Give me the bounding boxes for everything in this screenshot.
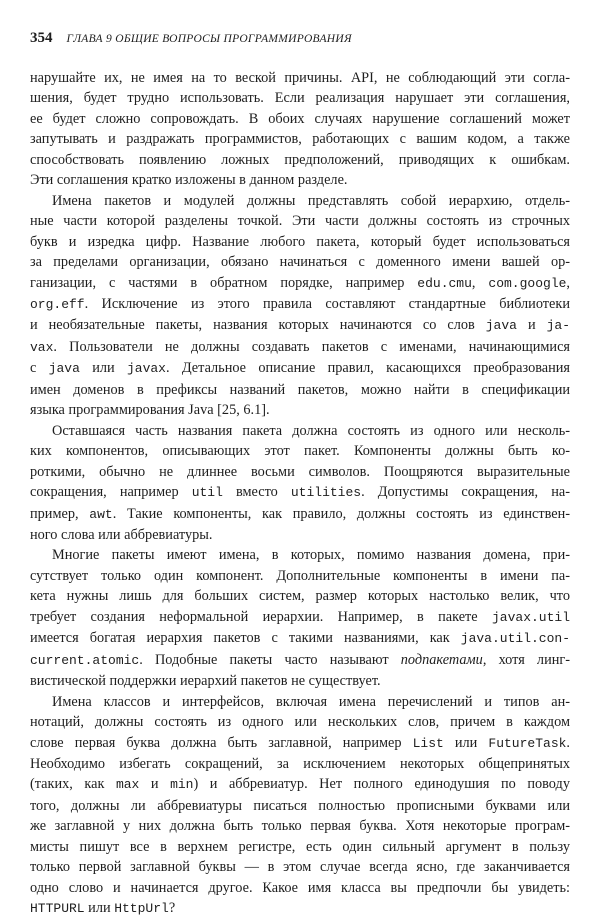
text-line <box>30 504 570 525</box>
text-line <box>30 878 570 898</box>
text-fragment: сутствует только один компонент. Дополнительные компоненты в имени па- <box>30 567 570 584</box>
text-fragment: сокращения, например <box>30 484 192 501</box>
code-fragment: utilities <box>290 485 362 501</box>
text-line <box>30 400 570 420</box>
text-line <box>30 211 570 231</box>
text-fragment: ные части которой разделены точкой. Эти части должны состоять из строчных <box>30 213 570 230</box>
text-fragment: . Допустимы сокращения, на- <box>361 484 570 501</box>
text-fragment: букв и изредка цифр. Название любого пакета, который будет использоваться <box>30 233 570 250</box>
text-fragment: Эти соглашения кратко изложены в данном разделе. <box>30 172 348 189</box>
text-fragment: нотаций, должны состоять из одного или нескольких слов, причем в каждом <box>30 714 570 731</box>
text-fragment: требует создания неформальной иерархии. Например, в пакете <box>30 608 492 625</box>
text-line <box>30 857 570 877</box>
text-line <box>30 170 570 190</box>
text-fragment: ее будет сложно сопровождать. В обоих случаях нарушение соглашений может <box>30 110 570 127</box>
text-line <box>30 650 570 671</box>
body-text <box>30 68 570 920</box>
page-number: 354 <box>30 30 53 46</box>
text-fragment: нарушайте их, не имея на то веской причины. API, не соблюдающий эти согла- <box>30 70 570 86</box>
text-line <box>30 898 570 919</box>
text-fragment: имеется богатая иерархия пакетов с такими названиями, как <box>30 630 461 647</box>
text-line <box>30 315 570 336</box>
text-line <box>30 692 570 712</box>
text-fragment: ? <box>168 900 176 917</box>
text-fragment: или <box>443 734 489 751</box>
text-line <box>30 754 570 774</box>
text-fragment: вистической поддержки иерархий пакетов не существует. <box>30 673 381 690</box>
text-line <box>30 712 570 732</box>
text-line <box>30 421 570 441</box>
text-fragment: пример, <box>30 505 90 522</box>
text-fragment: . Такие компоненты, как правило, должны состоять из единствен- <box>112 505 571 522</box>
text-fragment: , хотя линг- <box>482 651 570 668</box>
text-line <box>30 88 570 108</box>
text-line <box>30 525 570 545</box>
code-fragment: vax <box>30 339 54 355</box>
text-fragment: и <box>139 776 171 793</box>
text-fragment: и <box>516 317 547 334</box>
text-fragment: кета нужны лишь для больших систем, размер которых настолько велик, что <box>30 588 570 605</box>
text-fragment: и необязательные пакеты, названия которых начинаются со слов <box>30 317 486 334</box>
text-line <box>30 586 570 606</box>
text-fragment: с <box>30 360 49 377</box>
text-fragment: или <box>84 900 115 917</box>
code-fragment: edu.cmu <box>417 275 472 291</box>
code-fragment: javax.util <box>491 609 570 625</box>
text-fragment: ких компонентов, описывающих этот пакет. Компоненты должны быть ко- <box>30 443 570 460</box>
text-line <box>30 191 570 211</box>
text-line <box>30 796 570 816</box>
chapter-title: ГЛАВА 9 ОБЩИЕ ВОПРОСЫ ПРОГРАММИРОВАНИЯ <box>66 33 352 45</box>
text-line <box>30 482 570 503</box>
running-head <box>30 30 570 58</box>
code-fragment: HttpUrl <box>114 901 169 917</box>
text-fragment: , <box>566 274 570 291</box>
text-line <box>30 441 570 461</box>
code-fragment: awt <box>89 506 113 522</box>
text-fragment: запутывать и раздражать программистов, работающих с вашим кодом, а также <box>30 131 570 148</box>
text-fragment: слове первая буква должна быть заглавной, например <box>30 734 413 751</box>
text-line <box>30 68 570 88</box>
text-fragment: Имена пакетов и модулей должны представлять собой иерархию, отдель- <box>52 192 570 209</box>
text-line <box>30 232 570 252</box>
text-line <box>30 337 570 358</box>
text-line <box>30 566 570 586</box>
text-fragment: . Исключение из этого правила составляют стандартные библиотеки <box>84 295 570 312</box>
text-fragment: за пределами организации, обязано начинаться с доменного имени вашей ор- <box>30 254 570 271</box>
text-line <box>30 129 570 149</box>
text-fragment: имен доменов в префиксы названий пакетов, можно найти в спецификации <box>30 381 570 398</box>
text-line <box>30 816 570 836</box>
text-line <box>30 774 570 795</box>
text-fragment: (таких, как <box>30 776 116 793</box>
text-line <box>30 733 570 754</box>
text-fragment: или <box>79 360 127 377</box>
code-fragment: FutureTask <box>488 735 567 751</box>
code-fragment: com.google <box>488 275 567 291</box>
code-fragment: java <box>485 318 517 334</box>
text-line <box>30 607 570 628</box>
text-fragment: ) и аббревиатур. Нет полного единодушия по поводу <box>193 776 570 793</box>
text-fragment: же заглавной у них должна быть только первая буква. Хотя некоторые програм- <box>30 818 570 835</box>
text-fragment: того, должны ли аббревиатуры писаться полностью прописными буквами или <box>30 797 570 814</box>
text-line <box>30 671 570 691</box>
text-fragment: только первой заглавной буквы — в этом случае всегда ясно, где заканчивается <box>30 859 570 876</box>
text-fragment: . Подобные пакеты часто называют <box>139 651 401 668</box>
text-fragment: мисты пишут все в верхнем регистре, есть один сильный аргумент в пользу <box>30 838 570 855</box>
text-fragment: одно слово и начинается другое. Какое имя класса вы предпочли бы увидеть: <box>30 879 570 896</box>
text-line <box>30 358 570 379</box>
text-fragment: . Детальное описание правил, касающихся преобразования <box>165 360 571 377</box>
text-fragment: , <box>471 274 489 291</box>
text-fragment: Необходимо избегать сокращений, за исключением некоторых общепринятых <box>30 755 570 772</box>
text-fragment: Оставшаяся часть названия пакета должна состоять из одного или несколь- <box>52 422 570 439</box>
code-fragment: max <box>115 777 140 793</box>
text-fragment: ного слова или аббревиатуры. <box>30 526 213 543</box>
text-line <box>30 252 570 272</box>
text-line <box>30 273 570 294</box>
text-line <box>30 462 570 482</box>
text-line <box>30 150 570 170</box>
text-fragment: Многие пакеты имеют имена, в которых, помимо названия домена, при- <box>52 547 570 564</box>
code-fragment: ja- <box>546 318 570 334</box>
italic-term: подпакетами <box>400 651 483 668</box>
code-fragment: min <box>170 777 194 793</box>
text-line <box>30 294 570 315</box>
code-fragment: List <box>412 735 444 751</box>
text-fragment: . <box>566 734 570 751</box>
text-fragment: способствовать появлению ложных предположений, приводящих к ошибкам. <box>30 151 570 168</box>
code-fragment: java.util.con- <box>460 631 570 647</box>
code-fragment: util <box>191 485 223 501</box>
text-line <box>30 628 570 649</box>
text-fragment: . Пользователи не должны создавать пакетов с именами, начинающимися <box>53 338 570 355</box>
text-fragment: Имена классов и интерфейсов, включая имена перечислений и типов ан- <box>52 693 570 710</box>
code-fragment: HTTPURL <box>30 901 85 917</box>
text-fragment: языка программирования Java [25, 6.1]. <box>30 402 270 419</box>
text-line <box>30 380 570 400</box>
code-fragment: javax <box>126 361 166 377</box>
text-line <box>30 837 570 857</box>
code-fragment: java <box>48 361 80 377</box>
text-fragment: вместо <box>222 484 291 501</box>
text-fragment: шения, будет трудно использовать. Если реализация нарушает эти соглашения, <box>30 90 570 107</box>
code-fragment: current.atomic <box>30 652 140 668</box>
text-fragment: ганизации, с частями в обратном порядке, например <box>30 274 418 291</box>
text-line <box>30 109 570 129</box>
text-fragment: роткими, обычно не длиннее восьми символов. Поощряются выразительные <box>30 463 570 480</box>
text-line <box>30 545 570 565</box>
code-fragment: org.eff <box>30 296 85 312</box>
